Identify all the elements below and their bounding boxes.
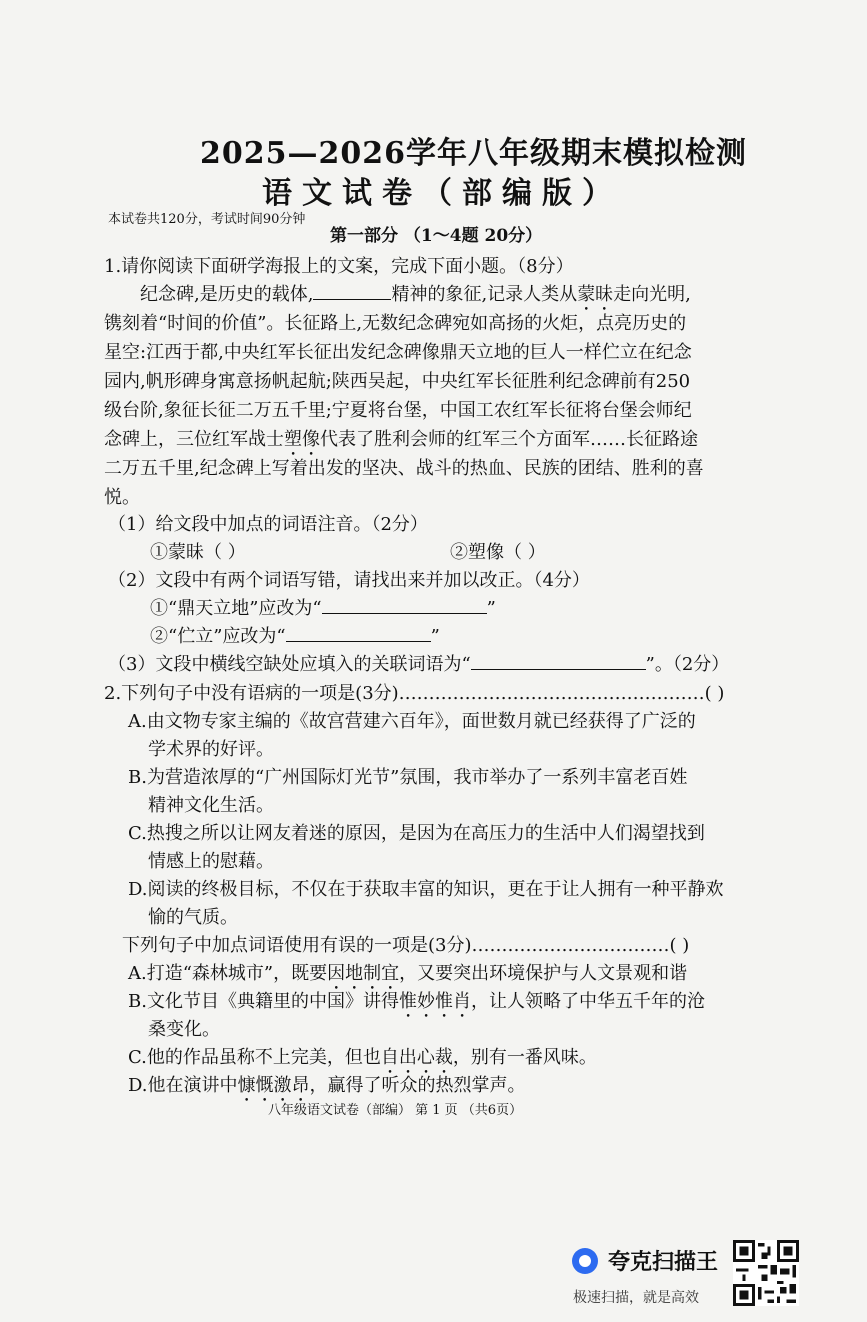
option-text: ，让人领略了中华五千年的沧	[470, 991, 705, 1012]
answer-blank[interactable]	[471, 651, 646, 670]
q1-passage-line: 级台阶,象征长征二万五千里;宁夏将台堡，中国工农红军长征将台堡会师纪	[104, 400, 692, 421]
q2-option-c: C.热搜之所以让网友着迷的原因，是因为在高压力的生活中人们渴望找到	[128, 823, 705, 844]
passage-text: 代表了胜利会师的红军三个方面军……长征路途	[320, 429, 698, 450]
scanner-watermark	[572, 1245, 722, 1279]
q1-sub3	[108, 650, 867, 676]
answer-text: ②“伫立”应改为“	[150, 626, 286, 647]
q2-option-d: 愉的气质。	[148, 907, 238, 928]
brand-name: 夸克扫描王	[608, 1250, 719, 1275]
answer-blank[interactable]	[286, 623, 431, 642]
fill-blank[interactable]	[313, 281, 391, 300]
option-text: ，赢得了听众的热烈掌声。	[309, 1075, 526, 1096]
q1-sub1-b: ②塑像（ ）	[450, 542, 546, 563]
dotted-word: 塑像	[284, 429, 320, 450]
passage-text: 纪念碑,是历史的载体,	[140, 284, 314, 305]
brand-slogan: 极速扫描，就是高效	[573, 1290, 699, 1306]
q2-prompt: 2.下列句子中没有语病的一项是(3分)……………………………………………( )	[104, 683, 725, 704]
exam-info: 本试卷共120分，考试时间90分钟	[108, 212, 306, 227]
option-text: B.文化节目《典籍里的中国》讲得	[128, 991, 399, 1012]
q1-sub2-a	[150, 594, 867, 620]
q1-sub1-a: ①蒙昧（ ）	[150, 542, 246, 563]
part-heading: 第一部分 （1～4题 20分）	[330, 226, 543, 246]
passage-text: 精神的象征,记录人类从	[391, 284, 578, 305]
option-text: C.他的作品虽称不上完美，但也	[128, 1047, 381, 1068]
q3-option-d	[128, 1071, 867, 1106]
dotted-word: 蒙昧	[577, 284, 614, 305]
option-text: ，又要突出环境保护与人文景观和谐	[399, 963, 688, 984]
q2-option-d: D.阅读的终极目标，不仅在于获取丰富的知识，更在于让人拥有一种平静欢	[128, 879, 724, 900]
option-text: D.他在演讲中	[128, 1075, 238, 1096]
q1-sub2-b	[150, 622, 867, 648]
q2-option-c: 情感上的慰藉。	[148, 851, 274, 872]
option-text: A.打造“森林城市”，既要	[128, 963, 328, 984]
dotted-word: 因地制宜	[327, 963, 400, 984]
passage-text: 走向光明,	[613, 284, 691, 305]
q1-passage-line: 园内,帆形碑身寓意扬帆起航;陕西吴起，中央红军长征胜利纪念碑前有250	[104, 371, 691, 392]
dotted-word: 慷慨激昂	[237, 1075, 310, 1096]
answer-blank[interactable]	[322, 595, 487, 614]
q1-passage-line: 二万五千里,纪念碑上写着出发的坚决、战斗的热血、民族的团结、胜利的喜	[104, 458, 704, 479]
q3-option-b: 桑变化。	[148, 1019, 220, 1040]
exam-subtitle: 语文试卷（部编版）	[262, 176, 622, 211]
answer-text: ①“鼎天立地”应改为“	[150, 598, 322, 619]
q1-passage-line: 镌刻着“时间的价值”。长征路上,无数纪念碑宛如高扬的火炬，点亮历史的	[104, 313, 687, 334]
passage-text: 念碑上，三位红军战士	[104, 429, 284, 450]
answer-text: ”	[486, 598, 496, 619]
q1-sub2: （2）文段中有两个词语写错，请找出来并加以改正。（4分）	[108, 570, 590, 591]
dotted-word: 自出心裁	[380, 1047, 453, 1068]
q1-sub1: （1）给文段中加点的词语注音。（2分）	[108, 514, 428, 535]
exam-title: 2025—2026学年八年级期末模拟检测	[200, 136, 747, 171]
q1-passage-line: 悦。	[104, 487, 140, 508]
q2-option-b: 精神文化生活。	[148, 795, 274, 816]
page-footer: 八年级语文试卷（部编） 第 1 页 （共6页）	[268, 1103, 523, 1118]
q3-prompt: 下列句子中加点词语使用有误的一项是(3分)……………………………( )	[122, 935, 690, 956]
q1-passage-line: 星空:江西于都,中央红军长征出发纪念碑像鼎天立地的巨人一样伫立在纪念	[104, 342, 692, 363]
dotted-word: 惟妙惟肖	[398, 991, 471, 1012]
q2-option-b: B.为营造浓厚的“广州国际灯光节”氛围，我市举办了一系列丰富老百姓	[128, 767, 688, 788]
q2-option-a: 学术界的好评。	[148, 739, 274, 760]
qr-code-icon	[733, 1240, 799, 1306]
quark-logo-icon	[572, 1248, 598, 1274]
answer-text: ”。（2分）	[645, 654, 730, 675]
answer-text: （3）文段中横线空缺处应填入的关联词语为“	[108, 654, 471, 675]
q1-prompt: 1.请你阅读下面研学海报上的文案，完成下面小题。（8分）	[104, 256, 574, 277]
answer-text: ”	[430, 626, 440, 647]
option-text: ，别有一番风味。	[452, 1047, 597, 1068]
q2-option-a: A.由文物专家主编的《故宫营建六百年》，面世数月就已经获得了广泛的	[128, 711, 696, 732]
